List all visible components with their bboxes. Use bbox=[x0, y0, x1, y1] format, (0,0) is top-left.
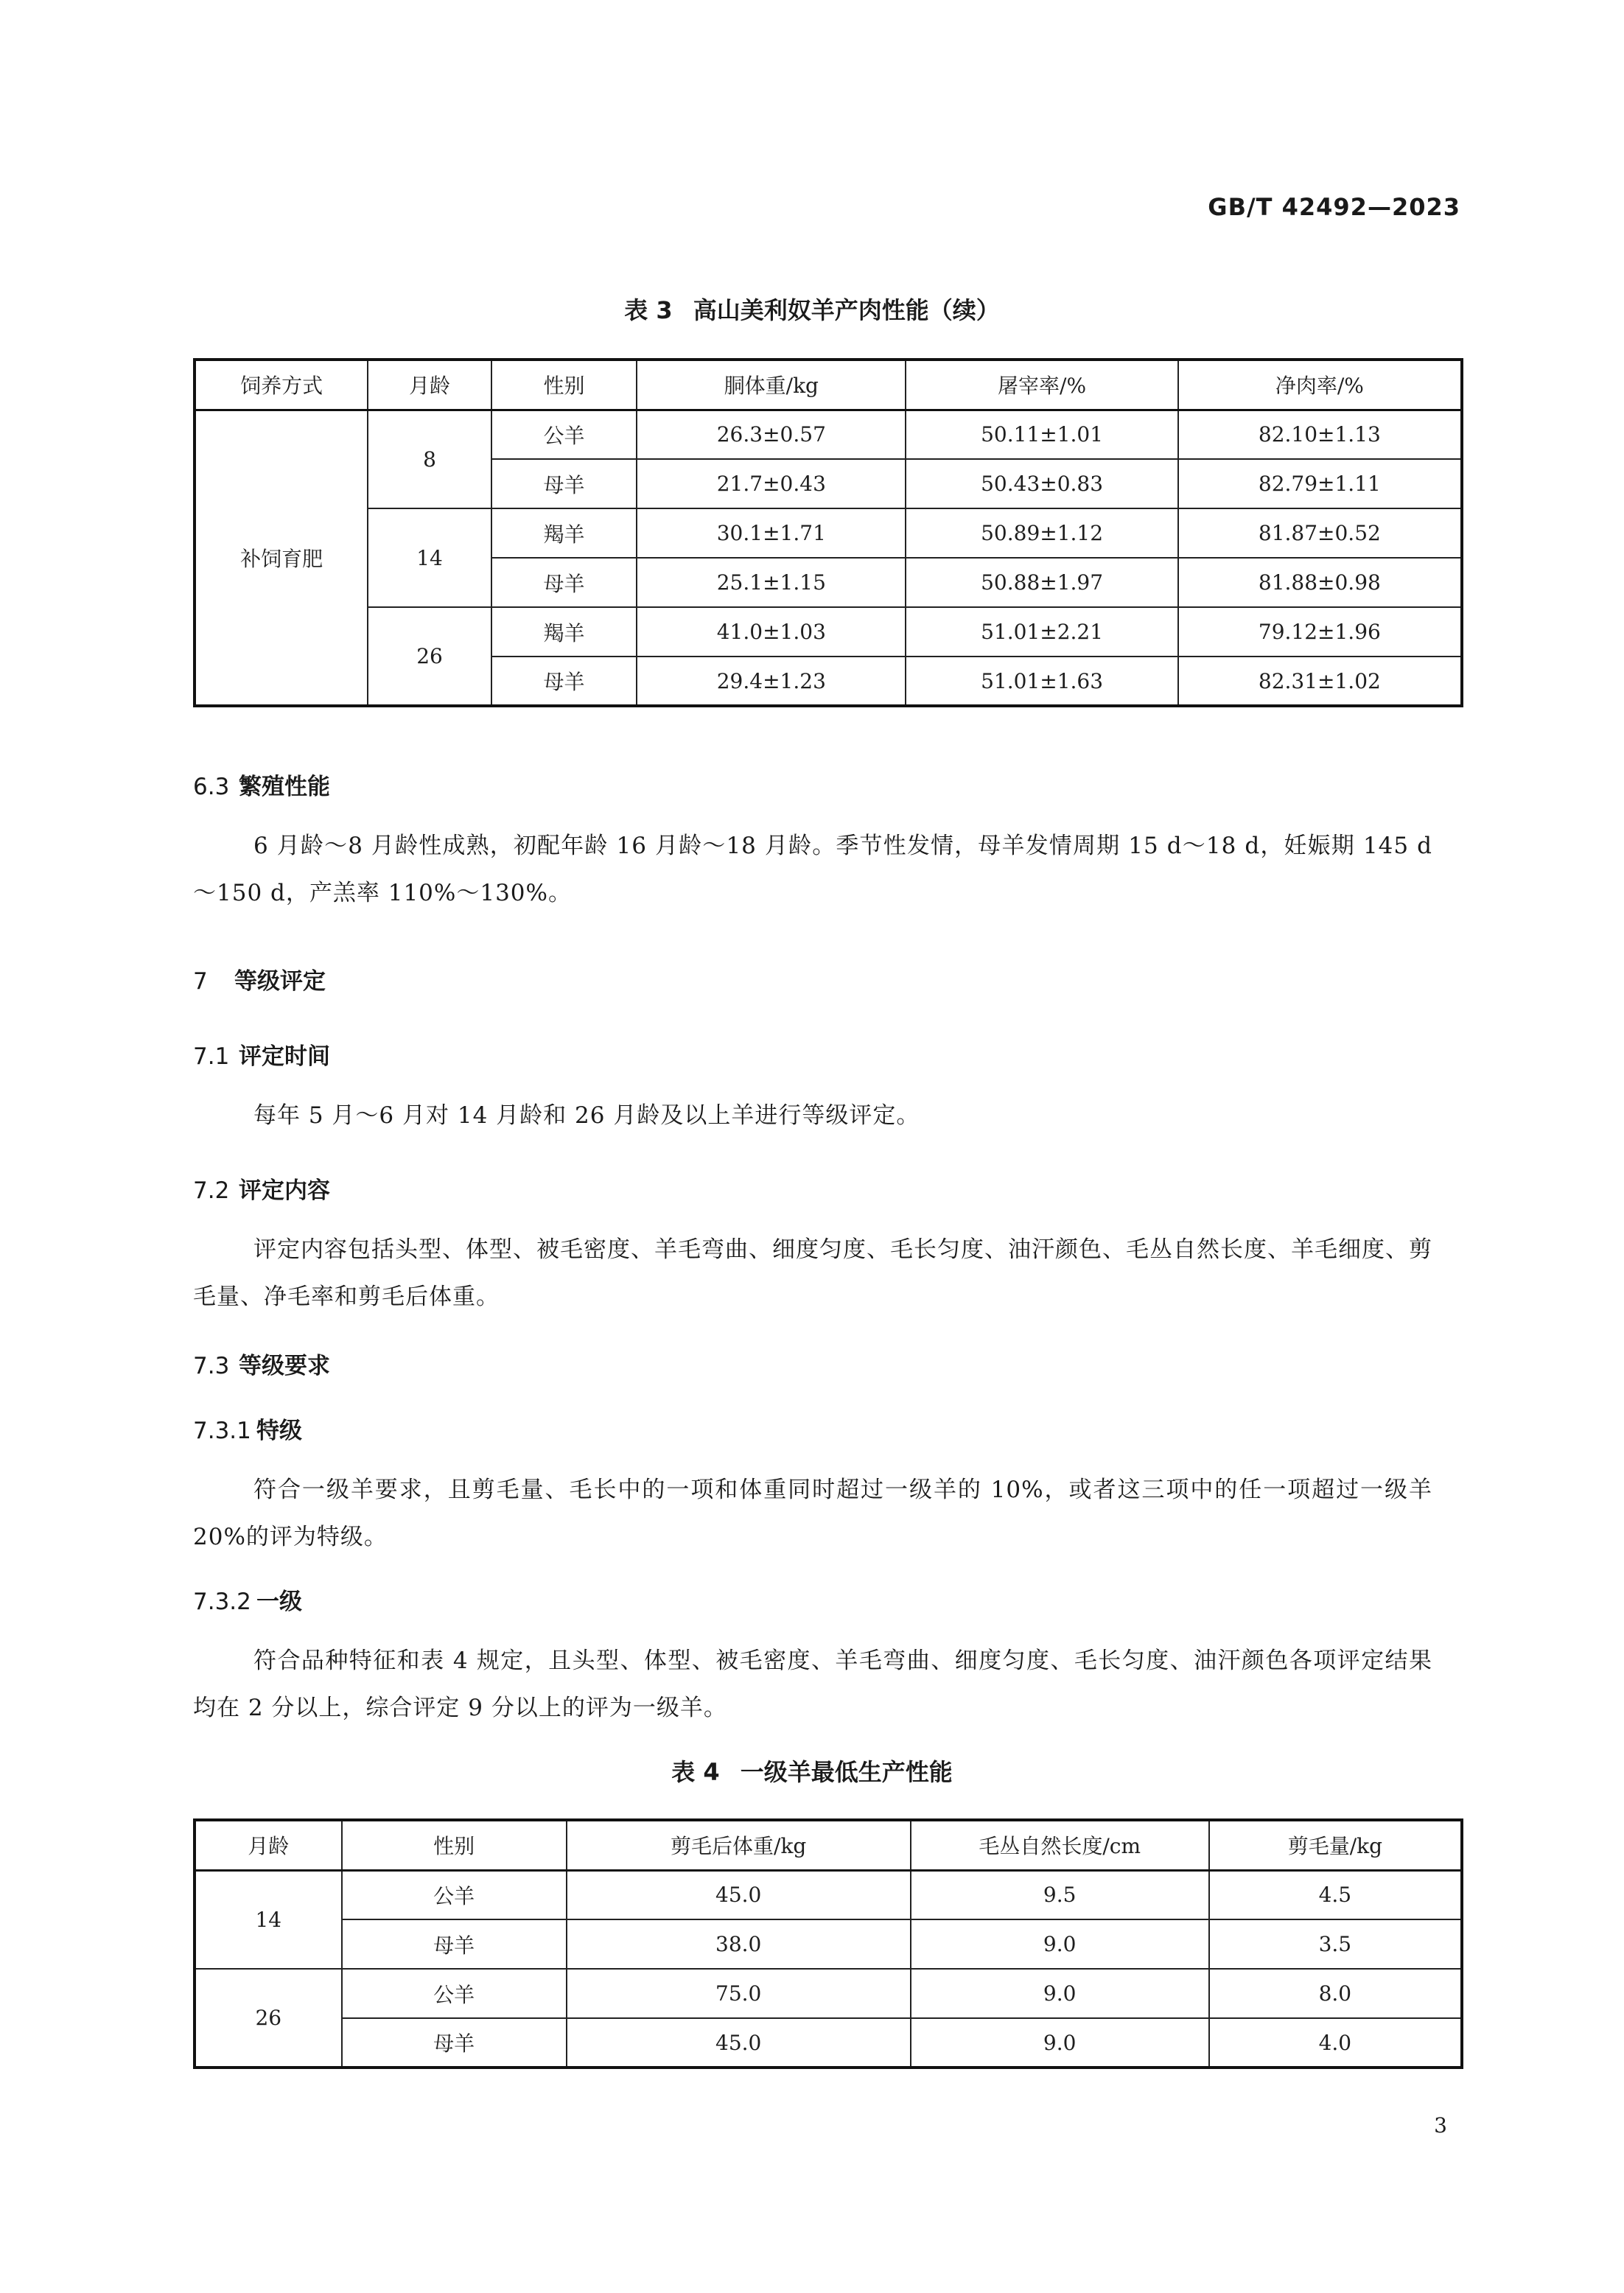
table-row bbox=[195, 1919, 1462, 1969]
section-heading-7-3-2 bbox=[193, 1583, 302, 1616]
section-title: 特级 bbox=[256, 1418, 302, 1444]
table4 bbox=[193, 1818, 1463, 2069]
dressing-rate-cell: 51.01±1.63 bbox=[906, 657, 1177, 706]
section-7-2-text: 评定内容包括头型、体型、被毛密度、羊毛弯曲、细度匀度、毛长匀度、油汗颜色、毛丛自然长度、羊毛细度、剪毛量、净毛率和剪毛后体重。 bbox=[193, 1236, 1432, 1310]
section-number: 7.2 bbox=[193, 1177, 230, 1204]
staple-length-cell: 9.5 bbox=[911, 1870, 1209, 1919]
post-shearing-weight-cell: 45.0 bbox=[567, 2018, 911, 2068]
age-cell: 8 bbox=[368, 410, 491, 508]
table-row bbox=[195, 1870, 1462, 1919]
table4-caption-number: 表 4 bbox=[671, 1758, 720, 1786]
table4-caption-title: 一级羊最低生产性能 bbox=[740, 1758, 953, 1786]
table4-header-cell: 剪毛量/kg bbox=[1209, 1820, 1462, 1870]
section-title: 评定内容 bbox=[239, 1177, 330, 1204]
table3 bbox=[193, 358, 1463, 707]
table3-header-cell: 净肉率/% bbox=[1178, 360, 1462, 410]
section-heading-7-3 bbox=[193, 1347, 330, 1380]
section-heading-7-1 bbox=[193, 1037, 330, 1071]
carcass-weight-cell: 29.4±1.23 bbox=[637, 657, 906, 706]
section-heading-7-2 bbox=[193, 1172, 330, 1205]
sex-cell: 羯羊 bbox=[491, 607, 637, 657]
table-row bbox=[195, 410, 1462, 459]
sex-cell: 母羊 bbox=[491, 558, 637, 607]
age-cell: 14 bbox=[195, 1870, 342, 1969]
sex-cell: 公羊 bbox=[342, 1870, 567, 1919]
dressing-rate-cell: 50.43±0.83 bbox=[906, 459, 1177, 508]
section-number: 7 bbox=[193, 968, 208, 995]
section-heading-7-3-1 bbox=[193, 1412, 302, 1445]
section-number: 7.3 bbox=[193, 1353, 230, 1379]
sex-cell: 公羊 bbox=[342, 1969, 567, 2018]
table3-caption-number: 表 3 bbox=[624, 296, 673, 324]
fleece-weight-cell: 4.0 bbox=[1209, 2018, 1462, 2068]
table3-header-cell: 屠宰率/% bbox=[906, 360, 1177, 410]
table3-header-cell: 饲养方式 bbox=[195, 360, 368, 410]
section-number: 6.3 bbox=[193, 774, 230, 800]
table3-header-row bbox=[195, 360, 1462, 410]
table-row bbox=[195, 2018, 1462, 2068]
net-meat-rate-cell: 81.87±0.52 bbox=[1178, 508, 1462, 558]
carcass-weight-cell: 25.1±1.15 bbox=[637, 558, 906, 607]
post-shearing-weight-cell: 45.0 bbox=[567, 1870, 911, 1919]
table-row bbox=[195, 607, 1462, 657]
section-heading-6-3 bbox=[193, 768, 330, 801]
table4-header-cell: 毛丛自然长度/cm bbox=[911, 1820, 1209, 1870]
net-meat-rate-cell: 81.88±0.98 bbox=[1178, 558, 1462, 607]
net-meat-rate-cell: 82.31±1.02 bbox=[1178, 657, 1462, 706]
age-cell: 14 bbox=[368, 508, 491, 607]
post-shearing-weight-cell: 38.0 bbox=[567, 1919, 911, 1969]
table4-header-cell: 月龄 bbox=[195, 1820, 342, 1870]
fleece-weight-cell: 3.5 bbox=[1209, 1919, 1462, 1969]
fleece-weight-cell: 4.5 bbox=[1209, 1870, 1462, 1919]
age-cell: 26 bbox=[368, 607, 491, 706]
section-number: 7.1 bbox=[193, 1043, 230, 1070]
dressing-rate-cell: 50.89±1.12 bbox=[906, 508, 1177, 558]
net-meat-rate-cell: 82.79±1.11 bbox=[1178, 459, 1462, 508]
sex-cell: 公羊 bbox=[491, 410, 637, 459]
fleece-weight-cell: 8.0 bbox=[1209, 1969, 1462, 2018]
carcass-weight-cell: 21.7±0.43 bbox=[637, 459, 906, 508]
section-6-3-text: 6 月龄～8 月龄性成熟，初配年龄 16 月龄～18 月龄。季节性发情，母羊发情周期 15 d～18 d，妊娠期 145 d ～150 d，产羔率 110%～130%。 bbox=[193, 833, 1432, 906]
section-number: 7.3.1 bbox=[193, 1418, 251, 1444]
staple-length-cell: 9.0 bbox=[911, 1969, 1209, 2018]
table4-header-cell: 剪毛后体重/kg bbox=[567, 1820, 911, 1870]
sex-cell: 母羊 bbox=[491, 657, 637, 706]
net-meat-rate-cell: 79.12±1.96 bbox=[1178, 607, 1462, 657]
section-title: 一级 bbox=[256, 1589, 302, 1615]
section-number: 7.3.2 bbox=[193, 1589, 251, 1615]
staple-length-cell: 9.0 bbox=[911, 2018, 1209, 2068]
section-title: 评定时间 bbox=[239, 1043, 330, 1070]
sex-cell: 羯羊 bbox=[491, 508, 637, 558]
post-shearing-weight-cell: 75.0 bbox=[567, 1969, 911, 2018]
staple-length-cell: 9.0 bbox=[911, 1919, 1209, 1969]
table-row bbox=[195, 508, 1462, 558]
standard-code: GB/T 42492—2023 bbox=[1208, 193, 1460, 221]
table3-header-cell: 月龄 bbox=[368, 360, 491, 410]
table3-caption-title: 高山美利奴羊产肉性能（续） bbox=[693, 296, 1000, 324]
carcass-weight-cell: 26.3±0.57 bbox=[637, 410, 906, 459]
section-title: 繁殖性能 bbox=[239, 774, 330, 800]
table3-header-cell: 胴体重/kg bbox=[637, 360, 906, 410]
section-7-3-1-text: 符合一级羊要求，且剪毛量、毛长中的一项和体重同时超过一级羊的 10%，或者这三项中的任一项超过一级羊 20%的评为特级。 bbox=[193, 1477, 1432, 1550]
table-row bbox=[195, 1969, 1462, 2018]
dressing-rate-cell: 50.88±1.97 bbox=[906, 558, 1177, 607]
net-meat-rate-cell: 82.10±1.13 bbox=[1178, 410, 1462, 459]
section-heading-7 bbox=[193, 962, 326, 995]
carcass-weight-cell: 41.0±1.03 bbox=[637, 607, 906, 657]
section-7-3-2-text: 符合品种特征和表 4 规定，且头型、体型、被毛密度、羊毛弯曲、细度匀度、毛长匀度、油汗颜色各项评定结果均在 2 分以上，综合评定 9 分以上的评为一级羊。 bbox=[193, 1648, 1432, 1721]
dressing-rate-cell: 50.11±1.01 bbox=[906, 410, 1177, 459]
table3-caption bbox=[0, 292, 1624, 326]
feeding-method-cell: 补饲育肥 bbox=[195, 410, 368, 706]
sex-cell: 母羊 bbox=[342, 1919, 567, 1969]
dressing-rate-cell: 51.01±2.21 bbox=[906, 607, 1177, 657]
sex-cell: 母羊 bbox=[342, 2018, 567, 2068]
section-7-1-text: 每年 5 月～6 月对 14 月龄和 26 月龄及以上羊进行等级评定。 bbox=[253, 1102, 920, 1129]
age-cell: 26 bbox=[195, 1969, 342, 2068]
table3-header-cell: 性别 bbox=[491, 360, 637, 410]
table4-header-cell: 性别 bbox=[342, 1820, 567, 1870]
carcass-weight-cell: 30.1±1.71 bbox=[637, 508, 906, 558]
table4-caption bbox=[0, 1754, 1624, 1788]
sex-cell: 母羊 bbox=[491, 459, 637, 508]
page-number: 3 bbox=[1434, 2113, 1447, 2138]
section-title: 等级要求 bbox=[239, 1353, 330, 1379]
section-title: 等级评定 bbox=[234, 968, 326, 995]
table4-header-row bbox=[195, 1820, 1462, 1870]
